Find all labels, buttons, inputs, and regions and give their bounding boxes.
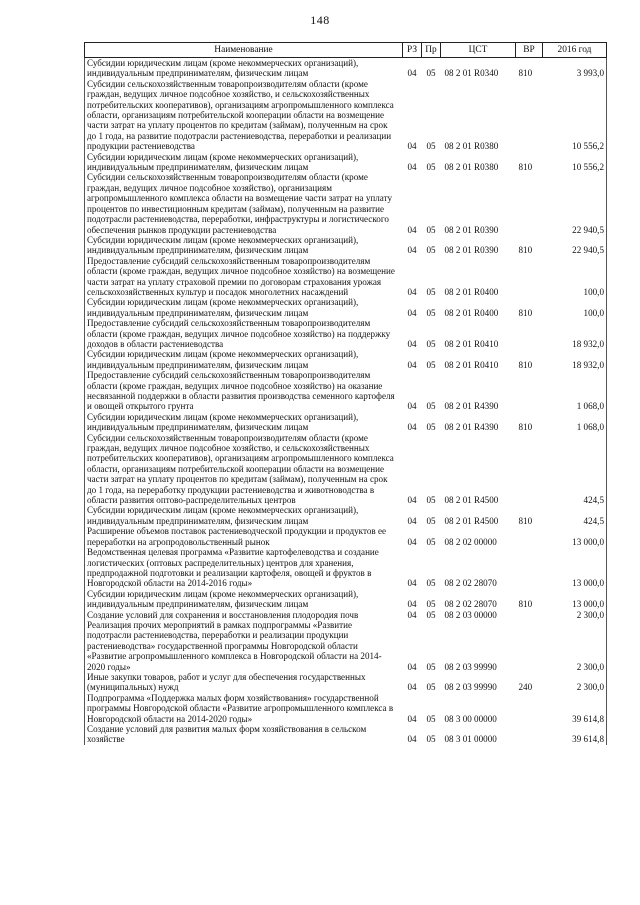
row-name: Субсидии юридическим лицам (кроме некоммерческих организаций), индивидуальным предпринимателям, физическим лицам [85, 58, 403, 79]
row-pr: 05 [426, 286, 436, 297]
row-amount: 39 614,8 [543, 693, 607, 724]
row-vr [516, 172, 543, 234]
table-row [85, 672, 607, 693]
row-rz: 04 [407, 495, 417, 506]
row-rz: 04 [407, 682, 417, 693]
row-name: Субсидии сельскохозяйственным товаропроизводителям области (кроме граждан, ведущих личное подсобное хозяйство), организациям агропромышленного комплекса области на возмещение части затрат на уплату процентов по инвестиционным кредитам (займам), полученным на развитие подотрасли растениеводства, переработки, инфраструктуры и логистического обеспечения рынков продукции растениеводства [85, 172, 403, 234]
row-pr: 05 [426, 609, 436, 620]
row-amount: 1 068,0 [543, 412, 607, 433]
table-row [85, 433, 607, 506]
row-rz: 04 [407, 713, 417, 724]
row-amount: 13 000,0 [543, 526, 607, 547]
row-pr: 05 [426, 578, 436, 589]
row-vr [516, 610, 543, 620]
row-vr: 810 [518, 359, 533, 370]
row-name: Расширение объемов поставок растениеводческой продукции и продуктов ее переработки на агропродовольственный рынок [85, 526, 403, 547]
row-cst: 08 2 01 R0380 [444, 162, 499, 173]
row-cst: 08 2 01 R0390 [444, 224, 499, 235]
row-cst: 08 3 01 00000 [444, 734, 497, 745]
table-row [85, 724, 607, 745]
row-rz: 04 [407, 401, 417, 412]
row-vr: 810 [518, 307, 533, 318]
row-rz: 04 [407, 661, 417, 672]
row-pr: 05 [426, 422, 436, 433]
row-rz: 04 [407, 599, 417, 610]
row-cst: 08 2 01 R4390 [444, 401, 499, 412]
row-name: Ведомственная целевая программа «Развитие картофелеводства и создание логистических (оптовых распределительных) центров для хранения, предпродажной подготовки и реализации картофеля, овощей и фруктов в Новгородской области на 2014-2016 годы» [85, 547, 403, 589]
row-pr: 05 [426, 515, 436, 526]
table-row [85, 610, 607, 620]
row-vr [516, 620, 543, 672]
row-rz: 04 [407, 162, 417, 173]
row-pr: 05 [426, 713, 436, 724]
row-cst: 08 2 02 28070 [444, 599, 497, 610]
row-cst: 08 2 01 R0400 [444, 286, 499, 297]
header-name: Наименование [85, 43, 403, 58]
row-vr [516, 433, 543, 506]
row-vr [516, 370, 543, 412]
row-vr [516, 547, 543, 589]
row-pr: 05 [426, 68, 436, 79]
row-amount: 100,0 [543, 297, 607, 318]
row-cst: 08 2 01 R0340 [444, 68, 499, 79]
row-name: Предоставление субсидий сельскохозяйственным товаропроизводителям области (кроме граждан, ведущих личное подсобное хозяйство) на поддержку доходов в области растениеводства [85, 318, 403, 349]
row-vr: 810 [518, 422, 533, 433]
row-rz: 04 [407, 609, 417, 620]
row-name: Субсидии сельскохозяйственным товаропроизводителям области (кроме граждан, ведущих личное подсобное хозяйство, и сельскохозяйственных потребительских кооперативов), организациям агропромышленного комплекса области, организациям потребительской кооперации области на возмещение части затрат на уплату процентов по кредитам (займам), полученным на срок до 1 года, на развитие подотрасли растениеводства, переработки и реализации продукции растениеводства [85, 79, 403, 152]
row-name: Подпрограмма «Поддержка малых форм хозяйствования» государственной программы Новгородской области «Развитие агропромышленного комплекса в Новгородской области на 2014-2020 годы» [85, 693, 403, 724]
row-cst: 08 2 03 99990 [444, 682, 497, 693]
row-amount: 39 614,8 [543, 724, 607, 745]
row-vr: 240 [518, 682, 533, 693]
row-pr: 05 [426, 359, 436, 370]
row-name: Субсидии сельскохозяйственным товаропроизводителям области (кроме граждан, ведущих личное подсобное хозяйство, и сельскохозяйственных потребительских кооперативов), организациям агропромышленного комплекса области, организациям потребительской кооперации области на возмещение части затрат на уплату процентов по кредитам (займам), полученным на срок до 1 года, на переработку продукции растениеводства и животноводства в области развития оптово-распределительных центров [85, 433, 403, 506]
row-amount: 2 300,0 [543, 672, 607, 693]
row-amount: 2 300,0 [543, 610, 607, 620]
header-rz: РЗ [403, 43, 422, 58]
row-name: Предоставление субсидий сельскохозяйственным товаропроизводителям области (кроме граждан, ведущих личное подсобное хозяйство) на оказание несвязанной поддержки в области развития производства семенного картофеля и овощей открытого грунта [85, 370, 403, 412]
row-pr: 05 [426, 224, 436, 235]
row-rz: 04 [407, 224, 417, 235]
row-name: Субсидии юридическим лицам (кроме некоммерческих организаций), индивидуальным предпринимателям, физическим лицам [85, 349, 403, 370]
row-vr [516, 318, 543, 349]
row-amount: 3 993,0 [543, 58, 607, 79]
row-pr: 05 [426, 307, 436, 318]
row-vr: 810 [518, 599, 533, 610]
table-row [85, 58, 607, 79]
row-rz: 04 [407, 578, 417, 589]
row-vr [516, 79, 543, 152]
row-rz: 04 [407, 68, 417, 79]
row-pr: 05 [426, 245, 436, 256]
row-pr: 05 [426, 162, 436, 173]
row-rz: 04 [407, 245, 417, 256]
table-row [85, 172, 607, 234]
row-pr: 05 [426, 661, 436, 672]
table-row [85, 370, 607, 412]
row-amount: 13 000,0 [543, 589, 607, 610]
table-row [85, 79, 607, 152]
row-cst: 08 2 01 R0410 [444, 359, 499, 370]
row-rz: 04 [407, 359, 417, 370]
table-row [85, 318, 607, 349]
table-row [85, 693, 607, 724]
row-pr: 05 [426, 401, 436, 412]
row-vr: 810 [518, 515, 533, 526]
row-cst: 08 2 03 00000 [444, 609, 497, 620]
row-rz: 04 [407, 141, 417, 152]
row-pr: 05 [426, 536, 436, 547]
table-row [85, 547, 607, 589]
row-name: Субсидии юридическим лицам (кроме некоммерческих организаций), индивидуальным предпринимателям, физическим лицам [85, 589, 403, 610]
row-rz: 04 [407, 536, 417, 547]
row-cst: 08 2 02 28070 [444, 578, 497, 589]
row-amount: 10 556,2 [543, 152, 607, 173]
header-year: 2016 год [543, 43, 607, 58]
row-vr [516, 724, 543, 745]
row-rz: 04 [407, 286, 417, 297]
row-vr [516, 693, 543, 724]
row-vr: 810 [518, 245, 533, 256]
row-cst: 08 2 01 R0400 [444, 307, 499, 318]
table-row [85, 620, 607, 672]
table-body [85, 58, 607, 745]
row-rz: 04 [407, 734, 417, 745]
row-pr: 05 [426, 682, 436, 693]
row-cst: 08 2 03 99990 [444, 661, 497, 672]
row-amount: 100,0 [543, 256, 607, 298]
header-pr: Пр [422, 43, 441, 58]
table-row [85, 412, 607, 433]
row-pr: 05 [426, 338, 436, 349]
row-amount: 22 940,5 [543, 235, 607, 256]
page-number: 148 [310, 13, 330, 27]
row-rz: 04 [407, 338, 417, 349]
table-row [85, 589, 607, 610]
row-pr: 05 [426, 495, 436, 506]
table-row [85, 297, 607, 318]
row-amount: 13 000,0 [543, 547, 607, 589]
row-name: Субсидии юридическим лицам (кроме некоммерческих организаций), индивидуальным предпринимателям, физическим лицам [85, 505, 403, 526]
row-amount: 2 300,0 [543, 620, 607, 672]
row-name: Реализация прочих мероприятий в рамках подпрограммы «Развитие подотрасли растениеводства, переработки и реализации продукции растениеводства» государственной программы Новгородской области «Развитие агропромышленного комплекса в Новгородской области на 2014-2020 годы» [85, 620, 403, 672]
row-amount: 10 556,2 [543, 79, 607, 152]
row-cst: 08 2 01 R0410 [444, 338, 499, 349]
table-row [85, 152, 607, 173]
row-cst: 08 2 02 00000 [444, 536, 497, 547]
row-cst: 08 2 01 R4390 [444, 422, 499, 433]
row-name: Субсидии юридическим лицам (кроме некоммерческих организаций), индивидуальным предпринимателям, физическим лицам [85, 412, 403, 433]
row-pr: 05 [426, 599, 436, 610]
row-name: Субсидии юридическим лицам (кроме некоммерческих организаций), индивидуальным предпринимателям, физическим лицам [85, 152, 403, 173]
row-amount: 18 932,0 [543, 318, 607, 349]
row-pr: 05 [426, 141, 436, 152]
table-row [85, 349, 607, 370]
row-amount: 22 940,5 [543, 172, 607, 234]
row-vr: 810 [518, 162, 533, 173]
row-name: Создание условий для сохранения и восстановления плодородия почв [85, 610, 403, 620]
row-name: Субсидии юридическим лицам (кроме некоммерческих организаций), индивидуальным предпринимателям, физическим лицам [85, 297, 403, 318]
table-row [85, 256, 607, 298]
table-row [85, 526, 607, 547]
table-row [85, 505, 607, 526]
row-rz: 04 [407, 422, 417, 433]
row-name: Иные закупки товаров, работ и услуг для обеспечения государственных (муниципальных) нужд [85, 672, 403, 693]
row-amount: 1 068,0 [543, 370, 607, 412]
row-rz: 04 [407, 515, 417, 526]
row-cst: 08 2 01 R0390 [444, 245, 499, 256]
row-amount: 424,5 [543, 505, 607, 526]
row-name: Субсидии юридическим лицам (кроме некоммерческих организаций), индивидуальным предпринимателям, физическим лицам [85, 235, 403, 256]
header-vr: ВР [516, 43, 543, 58]
header-cst: ЦСТ [441, 43, 516, 58]
row-cst: 08 3 00 00000 [444, 713, 497, 724]
row-name: Предоставление субсидий сельскохозяйственным товаропроизводителям области (кроме граждан, ведущих личное подсобное хозяйство) на возмещение части затрат на уплату страховой премии по договорам страхования урожая сельскохозяйственных культур и посадок многолетних насаждений [85, 256, 403, 298]
row-name: Создание условий для развития малых форм хозяйствования в сельском хозяйстве [85, 724, 403, 745]
budget-table [84, 42, 607, 745]
row-pr: 05 [426, 734, 436, 745]
row-vr [516, 526, 543, 547]
row-cst: 08 2 01 R4500 [444, 515, 499, 526]
row-cst: 08 2 01 R0380 [444, 141, 499, 152]
row-vr: 810 [518, 68, 533, 79]
row-rz: 04 [407, 307, 417, 318]
row-vr [516, 256, 543, 298]
table-row [85, 235, 607, 256]
table-header [85, 43, 607, 58]
row-cst: 08 2 01 R4500 [444, 495, 499, 506]
row-amount: 18 932,0 [543, 349, 607, 370]
row-amount: 424,5 [543, 433, 607, 506]
